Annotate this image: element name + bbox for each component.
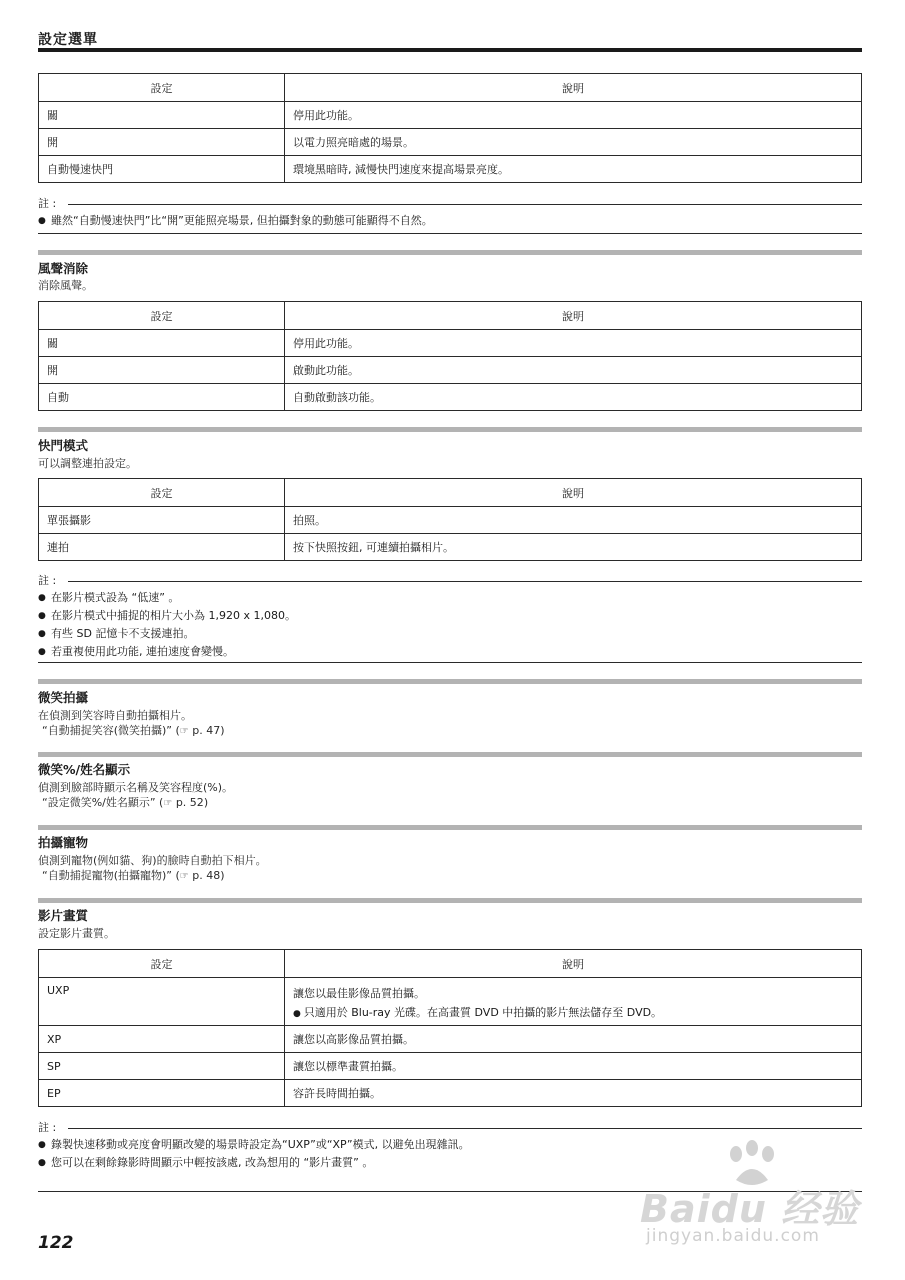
note-label: 註 : (38, 1121, 60, 1135)
page-ref[interactable]: p. 47 (192, 724, 221, 737)
page-ref-icon: ☞ (179, 871, 189, 882)
section-text-line: 偵測到臉部時顯示名稱及笑容程度(%)。 (38, 781, 234, 794)
note-list (38, 589, 862, 661)
section-bar (38, 679, 862, 684)
note-label: 註 : (38, 574, 60, 588)
section-text-wind: 消除風聲。 (38, 279, 93, 292)
header-setting: 設定 (39, 950, 285, 978)
section-text-line: 偵測到寵物(例如貓、狗)的臉時自動拍下相片。 (38, 854, 267, 867)
watermark-brand: Baidu 经验 (640, 1187, 860, 1231)
setting-cell: 關 (39, 330, 285, 357)
setting-cell: 開 (39, 129, 285, 156)
section-text-shutter: 可以調整連拍設定。 (38, 457, 137, 470)
table-row (39, 507, 862, 534)
table-header-row (39, 479, 862, 507)
note-item: ● 在影片模式設為 “低速” 。 (38, 589, 862, 607)
note-item: ● 錄製快速移動或亮度會明顯改變的場景時設定為“UXP”或“XP”模式, 以避免出現雜訊。 (38, 1136, 862, 1154)
page-ref-icon: ☞ (163, 798, 173, 809)
header-description: 說明 (285, 950, 862, 978)
quality-table (38, 949, 862, 1107)
section-bar (38, 898, 862, 903)
watermark-url: jingyan.baidu.com (646, 1226, 820, 1246)
description-cell: 自動啟動該功能。 (285, 384, 862, 411)
table-row (39, 102, 862, 129)
header-setting: 設定 (39, 74, 285, 102)
setting-cell: 連拍 (39, 534, 285, 561)
section-text-quality: 設定影片畫質。 (38, 927, 115, 940)
section-title-wind: 風聲消除 (38, 261, 89, 276)
section-title-quality: 影片畫質 (38, 908, 89, 923)
table-header-row (39, 74, 862, 102)
description-cell: 停用此功能。 (285, 102, 862, 129)
section-bar (38, 427, 862, 432)
description-cell: 啟動此功能。 (285, 357, 862, 384)
setting-cell: 自動慢速快門 (39, 156, 285, 183)
note-item: ● 雖然“自動慢速快門”比“開”更能照亮場景, 但拍攝對象的動態可能顯得不自然。 (38, 212, 862, 230)
section-bar (38, 825, 862, 830)
table-row (39, 1080, 862, 1107)
note-list (38, 212, 862, 230)
description-cell: 讓您以高影像品質拍攝。 (285, 1026, 862, 1053)
description-cell: 按下快照按鈕, 可連續拍攝相片。 (285, 534, 862, 561)
table-row (39, 129, 862, 156)
cross-reference-link[interactable]: “自動捕捉笑容(微笑拍攝)” (☞ p. 47) (42, 724, 225, 737)
table-row (39, 1053, 862, 1080)
setting-cell: 自動 (39, 384, 285, 411)
lighting-table (38, 73, 862, 183)
setting-cell: XP (39, 1026, 285, 1053)
header-setting: 設定 (39, 302, 285, 330)
table-header-row (39, 950, 862, 978)
section-title-pet-shot: 拍攝寵物 (38, 835, 89, 850)
description-cell: 以電力照亮暗處的場景。 (285, 129, 862, 156)
description-cell: 停用此功能。 (285, 330, 862, 357)
section-title-smile-shot: 微笑拍攝 (38, 690, 89, 705)
bullet-icon: ● (293, 1009, 304, 1019)
description-cell: 讓您以標準畫質拍攝。 (285, 1053, 862, 1080)
section-bar (38, 250, 862, 255)
section-text-line: 在偵測到笑容時自動拍攝相片。 (38, 709, 192, 722)
section-text-pet-shot (38, 853, 267, 884)
description-cell: 環境黑暗時, 減慢快門速度來提高場景亮度。 (285, 156, 862, 183)
note-end-rule (38, 662, 862, 663)
header-description: 說明 (285, 479, 862, 507)
note-label: 註 : (38, 197, 60, 211)
table-row (39, 384, 862, 411)
section-title-smile-name: 微笑%/姓名顯示 (38, 762, 131, 777)
link-text[interactable]: “設定微笑%/姓名顯示” (42, 796, 156, 809)
note-header (38, 574, 862, 588)
note-header (38, 197, 862, 211)
setting-cell: 關 (39, 102, 285, 129)
table-row (39, 330, 862, 357)
note-item: ● 若重複使用此功能, 連拍速度會變慢。 (38, 643, 862, 661)
note-header (38, 1121, 862, 1135)
description-cell: 容許長時間拍攝。 (285, 1080, 862, 1107)
description-cell (285, 978, 862, 1026)
watermark (640, 1140, 860, 1250)
table-header-row (39, 302, 862, 330)
setting-cell: 開 (39, 357, 285, 384)
description-sub (293, 1003, 853, 1024)
note-rule (68, 204, 862, 205)
section-text-smile-name (38, 780, 233, 811)
note-rule (68, 581, 862, 582)
description-sub-text: 只適用於 Blu-ray 光碟。在高畫質 DVD 中拍攝的影片無法儲存至 DVD。 (303, 1006, 663, 1019)
description-text: 讓您以最佳影像品質拍攝。 (293, 987, 425, 1000)
table-row (39, 978, 862, 1026)
setting-cell: 單張攝影 (39, 507, 285, 534)
note-item: ● 在影片模式中捕捉的相片大小為 1,920 x 1,080。 (38, 607, 862, 625)
table-row (39, 1026, 862, 1053)
title-rule (38, 48, 862, 52)
description-cell: 拍照。 (285, 507, 862, 534)
shutter-table (38, 478, 862, 561)
note-rule (68, 1128, 862, 1129)
setting-cell: SP (39, 1053, 285, 1080)
wind-table (38, 301, 862, 411)
note-item: ● 有些 SD 記憶卡不支援連拍。 (38, 625, 862, 643)
page-ref-icon: ☞ (179, 726, 189, 737)
page-ref[interactable]: p. 52 (175, 796, 204, 809)
note-item: ● 您可以在剩餘錄影時間顯示中輕按該處, 改為想用的 “影片畫質” 。 (38, 1154, 862, 1172)
cross-reference-link[interactable]: “自動捕捉寵物(拍攝寵物)” (☞ p. 48) (42, 869, 225, 882)
section-bar (38, 752, 862, 757)
table-row (39, 534, 862, 561)
setting-cell: UXP (39, 978, 285, 1026)
header-setting: 設定 (39, 479, 285, 507)
header-description: 說明 (285, 302, 862, 330)
note-end-rule (38, 233, 862, 234)
cross-reference-link[interactable]: “設定微笑%/姓名顯示” (☞ p. 52) (42, 796, 209, 809)
section-text-smile-shot (38, 708, 225, 739)
section-title-shutter: 快門模式 (38, 438, 89, 453)
setting-cell: EP (39, 1080, 285, 1107)
page-ref[interactable]: p. 48 (192, 869, 221, 882)
link-text[interactable]: “自動捕捉寵物(拍攝寵物)” (42, 869, 172, 882)
table-row (39, 156, 862, 183)
link-text[interactable]: “自動捕捉笑容(微笑拍攝)” (42, 724, 172, 737)
page-number: 122 (38, 1233, 74, 1253)
header-description: 說明 (285, 74, 862, 102)
page-title: 設定選單 (38, 32, 98, 48)
table-row (39, 357, 862, 384)
